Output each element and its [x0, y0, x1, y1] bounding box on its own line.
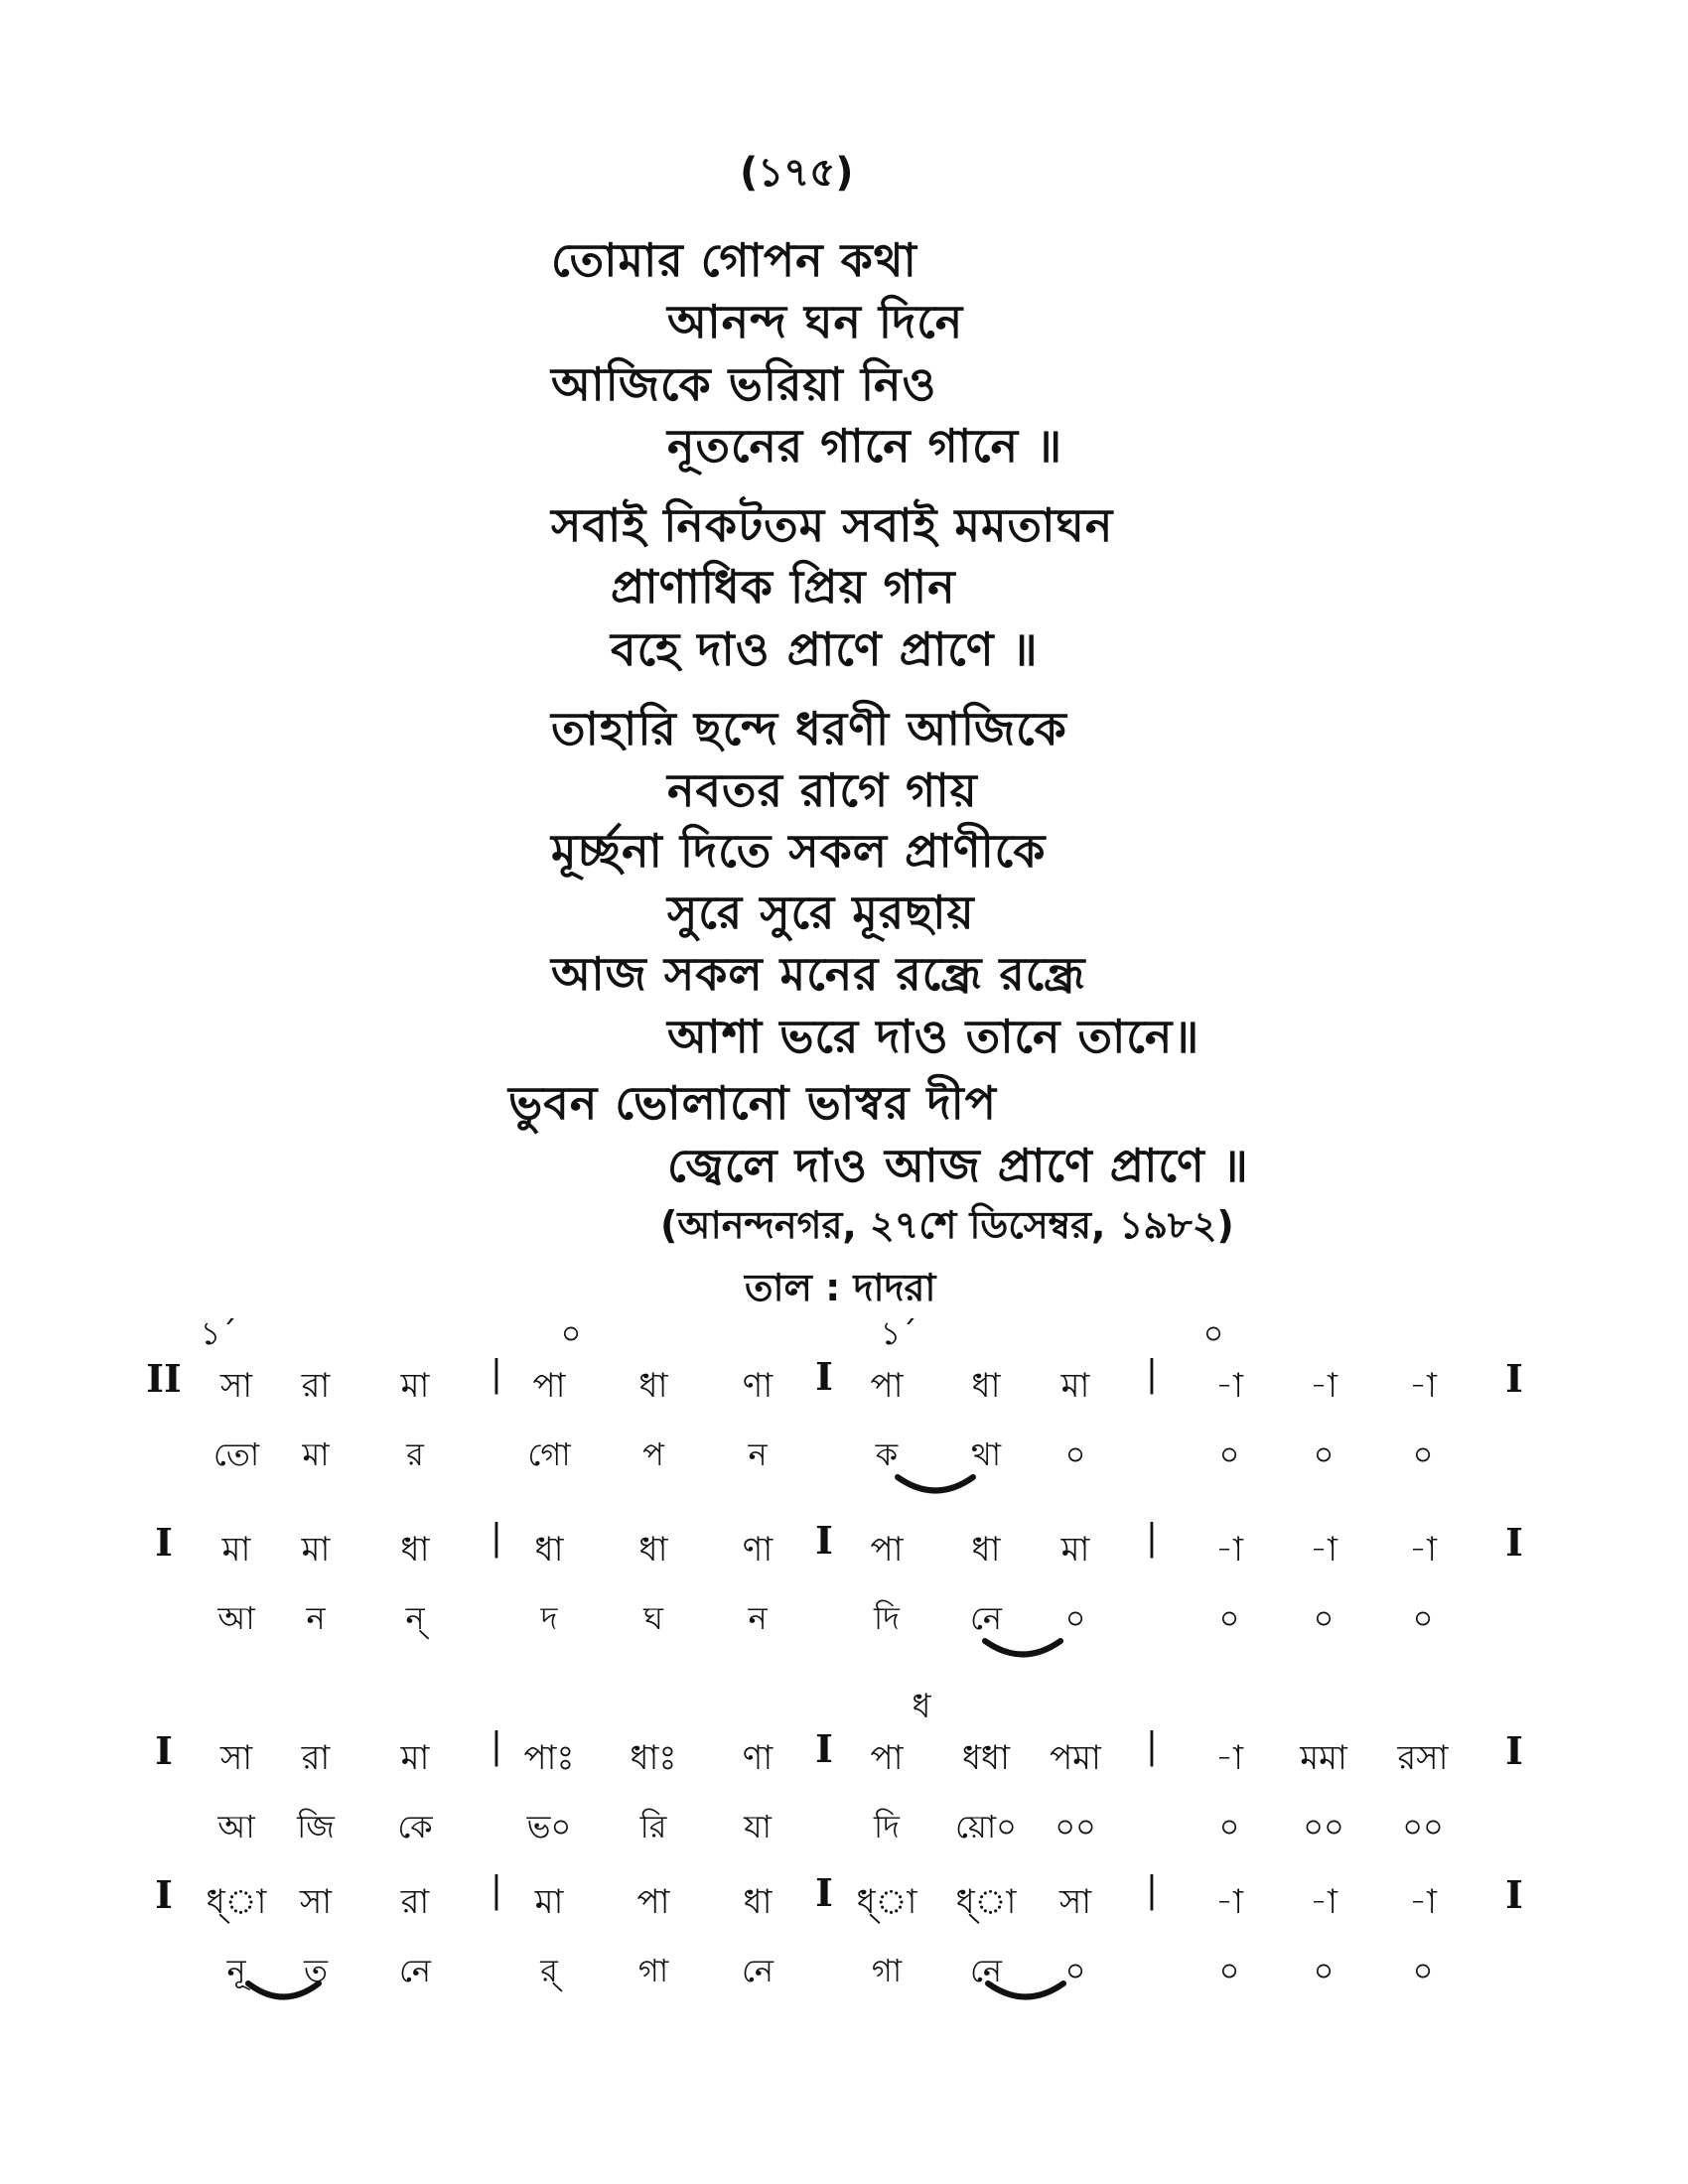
lyric-syllable: আ [217, 1599, 255, 1637]
poem-line: প্রাণাধিক প্রিয় গান [611, 560, 956, 614]
lyric-syllable: জি [297, 1808, 335, 1845]
swara-note: পমা [1050, 1738, 1101, 1778]
lyric-syllable: ০ [1064, 1599, 1086, 1637]
swara-note: মা [1060, 1366, 1090, 1406]
swara-note: ধ্া [206, 1882, 267, 1922]
slur-mark [983, 1638, 1062, 1662]
swara-note: -া [1215, 1882, 1243, 1922]
swara-note: সা [299, 1882, 333, 1922]
row-open-bar: I [155, 1872, 173, 1917]
row-open-bar: II [146, 1356, 182, 1401]
lyric-syllable: দি [874, 1808, 900, 1845]
swara-note: -া [1409, 1366, 1437, 1406]
swara-note: পা [636, 1882, 670, 1922]
dateline: (আনন্দনগর, ২৭শে ডিসেম্বর, ১৯৮২) [660, 1203, 1234, 1247]
row-open-bar: I [155, 1728, 173, 1773]
lyric-syllable: গা [637, 1952, 669, 1989]
bar-line: | [490, 1726, 503, 1767]
swara-note: মা [301, 1530, 331, 1570]
bar-line: | [490, 1354, 503, 1395]
lyric-syllable: র্ [540, 1952, 558, 1989]
lyric-syllable: ন [748, 1435, 768, 1473]
bar-line: | [490, 1870, 503, 1911]
poem-line: আজিকে ভরিয়া নিও [551, 357, 937, 411]
swara-note: -া [1215, 1366, 1243, 1406]
poem-line: নবতর রাগে গায় [667, 763, 978, 817]
swara-note: ধা [971, 1366, 1001, 1406]
swara-note: পা [532, 1366, 566, 1406]
lyric-syllable: ০ [1064, 1435, 1086, 1473]
swara-note: রা [400, 1882, 430, 1922]
bar-line: | [1145, 1726, 1159, 1767]
swara-note: ধা [743, 1882, 773, 1922]
poem-line: তাহারি ছন্দে ধরণী আজিকে [551, 702, 1067, 755]
row-close-bar: I [1505, 1356, 1523, 1401]
lyric-syllable: মা [302, 1435, 330, 1473]
poem-line: সুরে সুরে মূরছায় [667, 886, 975, 939]
slur-mark [246, 1980, 321, 2004]
lyric-syllable: ০ [1218, 1808, 1240, 1845]
lyric-syllable: ন্ [405, 1599, 425, 1637]
lyric-syllable: ০০ [1303, 1808, 1344, 1845]
poem-line: ভুবন ভোলানো ভাস্বর দীপ [508, 1076, 998, 1130]
lyric-syllable: ন [306, 1599, 326, 1637]
swara-note: সা [219, 1738, 253, 1778]
swara-note: মা [400, 1366, 430, 1406]
swara-note: ণা [742, 1366, 774, 1406]
lyric-syllable: থা [970, 1435, 1001, 1473]
lyric-syllable: ০ [1218, 1599, 1240, 1637]
lyric-syllable: নূ [226, 1952, 246, 1989]
bar-line: | [1145, 1518, 1159, 1559]
poem-line: সবাই নিকটতম সবাই মমতাঘন [551, 498, 1114, 552]
swara-note: পাঃ [523, 1738, 575, 1778]
lyric-syllable: ০ [1313, 1952, 1335, 1989]
lyric-syllable: দি [874, 1599, 900, 1637]
swara-note: ধা [971, 1530, 1001, 1570]
poem-line: নূতনের গানে গানে ॥ [667, 419, 1063, 473]
lyric-syllable: ০ [1218, 1435, 1240, 1473]
lyric-syllable: নে [969, 1599, 1003, 1637]
poem-line: মূর্চ্ছনা দিতে সকল প্রাণীকে [551, 824, 1047, 878]
lyric-syllable: আ [217, 1808, 255, 1845]
swara-note: সা [1058, 1882, 1092, 1922]
swara-note: ধা [400, 1530, 430, 1570]
bar-line: | [1145, 1870, 1159, 1911]
bar-line: | [1145, 1354, 1159, 1395]
poem-line: আনন্দ ঘন দিনে [667, 295, 964, 348]
swara-note: মা [1060, 1530, 1090, 1570]
row-close-bar: I [1505, 1520, 1523, 1565]
swara-note: রসা [1397, 1738, 1449, 1778]
row-open-bar: I [155, 1520, 173, 1565]
swara-note: -া [1409, 1530, 1437, 1570]
row-close-bar: I [1505, 1728, 1523, 1773]
lyric-syllable: ০ [1412, 1952, 1434, 1989]
lyric-syllable: ০ [1064, 1952, 1086, 1989]
swara-note: ণা [742, 1738, 774, 1778]
lyric-syllable: ০ [1218, 1952, 1240, 1989]
bar-line: | [490, 1518, 503, 1559]
swara-note: সা [219, 1366, 253, 1406]
bar-line: I [815, 1518, 833, 1563]
lyric-syllable: র [406, 1435, 424, 1473]
lyric-syllable: দ [540, 1599, 558, 1637]
lyric-syllable: ঘ [643, 1599, 663, 1637]
lyric-syllable: প [642, 1435, 664, 1473]
swara-note: রা [301, 1366, 331, 1406]
poem-line: তোমার গোপন কথা [551, 233, 917, 287]
swara-note: -া [1215, 1738, 1243, 1778]
swara-note: -া [1310, 1882, 1337, 1922]
swara-note: পা [870, 1738, 904, 1778]
poem-line: আশা ভরে দাও তানে তানে॥ [667, 1010, 1200, 1063]
bar-line: I [815, 1726, 833, 1771]
lyric-syllable: গা [871, 1952, 903, 1989]
lyric-syllable: ০ [1412, 1599, 1434, 1637]
swara-note: -া [1215, 1530, 1243, 1570]
lyric-syllable: ০ [1412, 1435, 1434, 1473]
lyric-syllable: রি [639, 1808, 667, 1845]
swara-note: ধধা [962, 1738, 1010, 1778]
lyric-syllable: য়ো০ [955, 1808, 1017, 1845]
lyric-syllable: ভ০ [526, 1808, 572, 1845]
poem-line: বহে দাও প্রাণে প্রাণে ॥ [611, 622, 1039, 676]
swara-note: ধা [638, 1530, 668, 1570]
lyric-syllable: নে [398, 1952, 432, 1989]
lyric-syllable: ন [748, 1599, 768, 1637]
bar-line: I [815, 1870, 833, 1915]
swara-note: -া [1310, 1530, 1337, 1570]
tala-sign: ০ [1202, 1314, 1224, 1352]
lyric-syllable: গো [527, 1435, 571, 1473]
poem-line: জ্বেলে দাও আজ প্রাণে প্রাণে ॥ [667, 1139, 1249, 1192]
swara-note: -া [1310, 1366, 1337, 1406]
lyric-syllable: যা [744, 1808, 772, 1845]
row-close-bar: I [1505, 1872, 1523, 1917]
swara-note: রা [301, 1738, 331, 1778]
swara-note: ধ্া [856, 1882, 917, 1922]
lyric-syllable: ০০ [1402, 1808, 1444, 1845]
lyric-syllable: নে [741, 1952, 774, 1989]
tala-sign: ১´ [200, 1314, 237, 1352]
swara-note: ধা [534, 1530, 564, 1570]
tala-sign: ১´ [880, 1314, 917, 1352]
tala-heading: তাল : দাদরা [745, 1266, 936, 1309]
slur-mark [986, 1980, 1065, 2004]
lyric-syllable: ০০ [1055, 1808, 1096, 1845]
swara-note: মা [534, 1882, 564, 1922]
swara-note: ধ্া [955, 1882, 1017, 1922]
swara-note: পা [870, 1530, 904, 1570]
lyric-syllable: ০ [1313, 1599, 1335, 1637]
lyric-syllable: ০ [1313, 1435, 1335, 1473]
slur-mark [896, 1474, 975, 1498]
ornament-mark: ধ [912, 1687, 931, 1726]
lyric-syllable: নে [969, 1952, 1003, 1989]
swara-note: ণা [742, 1530, 774, 1570]
tala-sign: ০ [560, 1314, 582, 1352]
lyric-syllable: তো [212, 1435, 260, 1473]
lyric-syllable: ক [875, 1435, 899, 1473]
swara-note: মা [400, 1738, 430, 1778]
poem-line: আজ সকল মনের রন্ধ্রে রন্ধ্রে [551, 947, 1086, 1001]
lyric-syllable: কে [397, 1808, 433, 1845]
swara-note: মা [221, 1530, 251, 1570]
swara-note: -া [1409, 1882, 1437, 1922]
bar-line: I [815, 1354, 833, 1399]
swara-note: ধা [638, 1366, 668, 1406]
page-number: (১৭৫) [740, 150, 854, 196]
lyric-syllable: ত [303, 1952, 328, 1989]
swara-note: ধাঃ [630, 1738, 677, 1778]
swara-note: মমা [1300, 1738, 1347, 1778]
swara-note: পা [870, 1366, 904, 1406]
